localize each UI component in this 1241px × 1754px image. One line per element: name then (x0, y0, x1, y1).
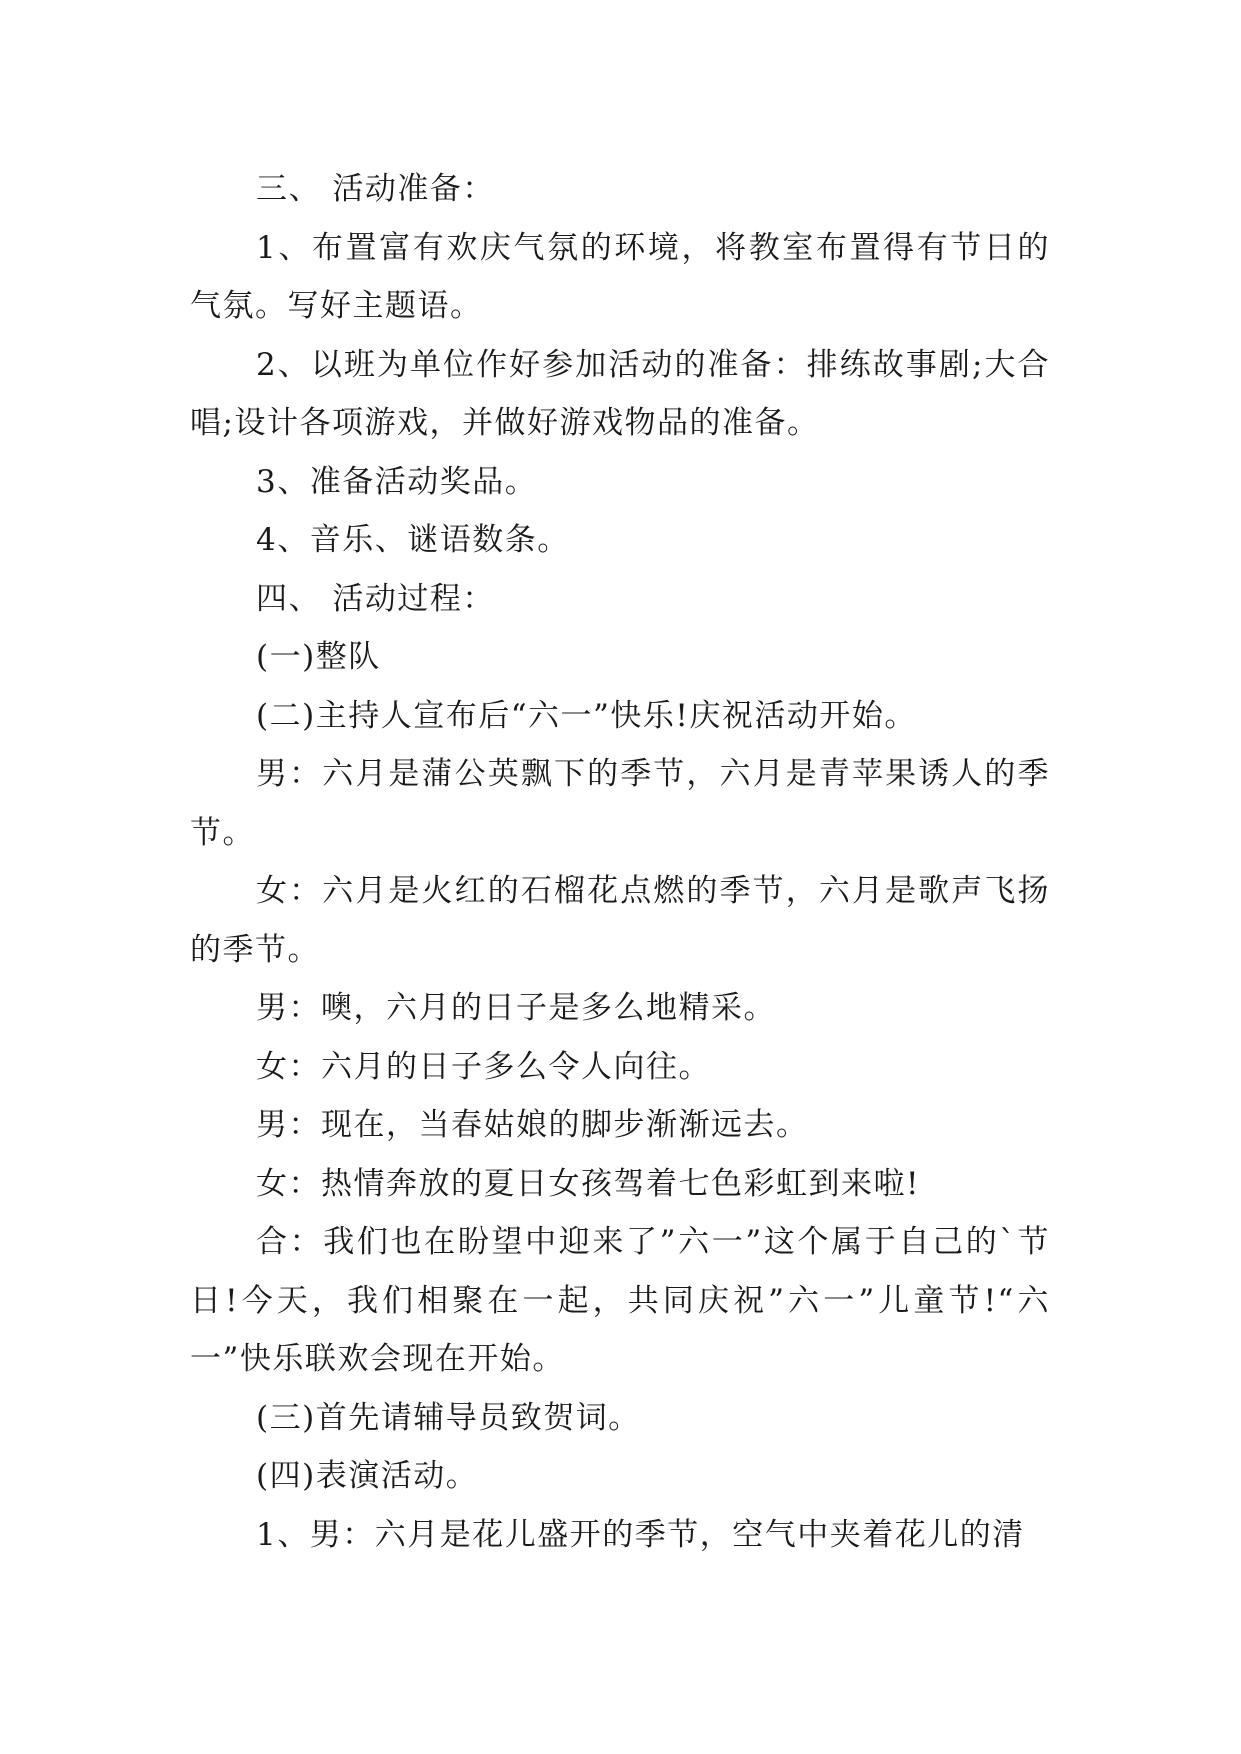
dialogue-line: 男：现在，当春姑娘的脚步渐渐远去。 (256, 1107, 809, 1143)
paragraph: (一)整队 (256, 639, 381, 675)
dialogue-line: 女：六月的日子多么令人向往。 (256, 1048, 711, 1085)
section-heading-preparation: 三、 活动准备： (256, 171, 495, 207)
dialogue-line: 1、男：六月是花儿盛开的季节，空气中夹着花儿的清 (256, 1516, 1025, 1553)
paragraph: 3、准备活动奖品。 (256, 463, 538, 500)
dialogue-line: 男：六月是蒲公英飘下的季节，六月是青苹果诱人的季节。 (190, 756, 1050, 851)
dialogue-line: 男：噢，六月的日子是多么地精采。 (256, 990, 776, 1026)
paragraph: (二)主持人宣布后“六一”快乐!庆祝活动开始。 (256, 697, 917, 734)
document-body (190, 160, 1050, 1564)
dialogue-line: 女：六月是火红的石榴花点燃的季节，六月是歌声飞扬的季节。 (190, 873, 1050, 968)
paragraph: (三)首先请辅导员致贺词。 (256, 1399, 641, 1436)
paragraph: (四)表演活动。 (256, 1458, 479, 1494)
dialogue-line: 女：热情奔放的夏日女孩驾着七色彩虹到来啦! (256, 1165, 920, 1202)
paragraph: 2、以班为单位作好参加活动的准备：排练故事剧;大合唱;设计各项游戏，并做好游戏物品的准备。 (190, 346, 1050, 441)
paragraph: 4、音乐、谜语数条。 (256, 522, 570, 558)
paragraph: 1、布置富有欢庆气氛的环境，将教室布置得有节日的气氛。写好主题语。 (190, 229, 1050, 324)
section-heading-process: 四、 活动过程： (256, 580, 495, 617)
dialogue-line: 合：我们也在盼望中迎来了”六一”这个属于自己的`节日!今天，我们相聚在一起，共同庆祝”六一”儿童节!“六一”快乐联欢会现在开始。 (190, 1224, 1050, 1377)
